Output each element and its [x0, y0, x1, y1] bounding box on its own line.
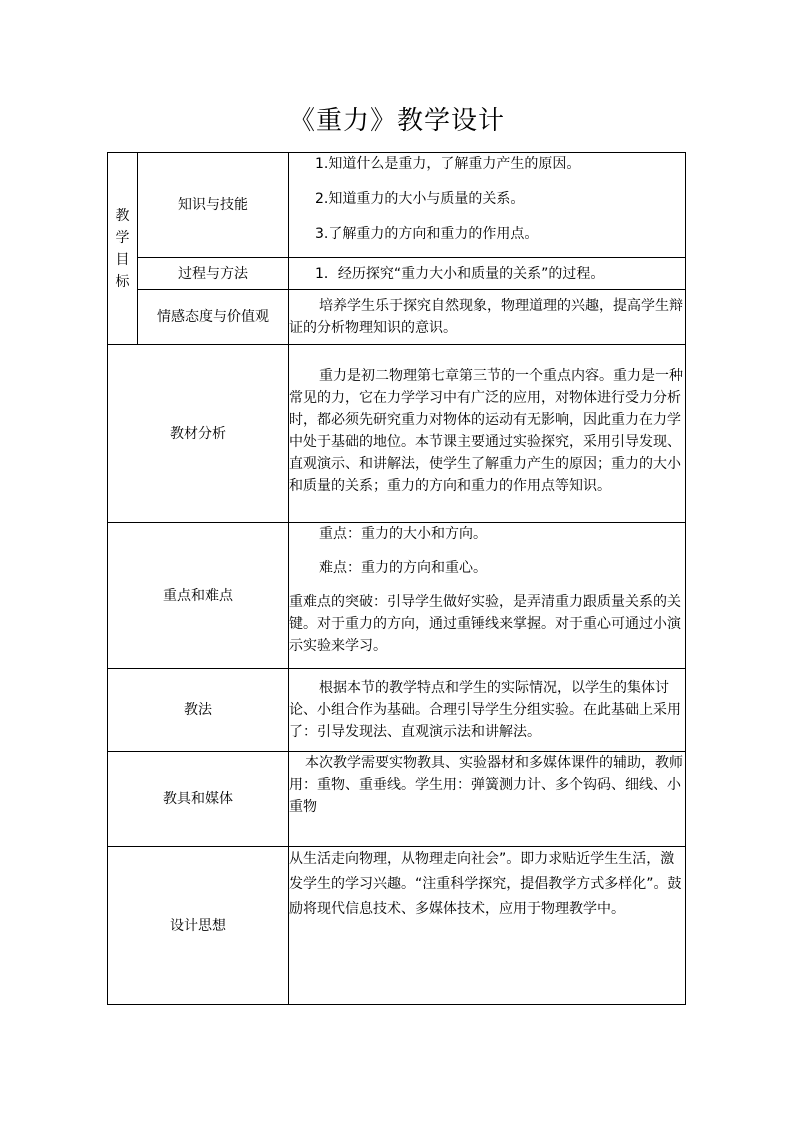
analysis-content [289, 345, 686, 523]
idea-label: 设计思想 [108, 847, 289, 1005]
tools-label: 教具和媒体 [108, 752, 289, 847]
idea-text: 从生活走向物理，从物理走向社会”。即力求贴近学生生活，激发学生的学习兴趣。“注重科学探究，提倡教学方式多样化”。鼓励将现代信息技术、多媒体技术，应用于物理教学中。 [289, 851, 682, 917]
knowledge-item: 3.了解重力的方向和重力的作用点。 [315, 226, 539, 242]
tools-text: 本次教学需要实物教具、实验器材和多媒体课件的辅助，教师用：重物、重垂线。学生用：弹簧测力计、多个钩码、细线、小重物 [289, 755, 683, 815]
attitude-text: 培养学生乐于探究自然现象，物理道理的兴趣，提高学生辩证的分析物理知识的意识。 [289, 298, 683, 336]
key-points-content [289, 523, 686, 669]
lesson-plan-table [107, 152, 686, 1005]
method-content [289, 669, 686, 752]
process-text: 1．经历探究“重力大小和质量的关系”的过程。 [315, 265, 605, 282]
table-row [108, 523, 686, 669]
table-row [108, 847, 686, 1005]
knowledge-item: 1.知道什么是重力，了解重力产生的原因。 [315, 156, 581, 172]
table-row [108, 345, 686, 523]
analysis-text: 重力是初二物理第七章第三节的一个重点内容。重力是一种常见的力，它在力学学习中有广泛的应用，对物体进行受力分析时，都必须先研究重力对物体的运动有无影响，因此重力在力学中处于基础的地位。本节课主要通过实验探究，采用引导发现、直观演示、和讲解法，使学生了解重力产生的原因；重力的大小和质量的关系；重力的方向和重力的作用点等知识。 [289, 367, 683, 494]
table-row [108, 258, 686, 290]
analysis-label: 教材分析 [108, 345, 289, 523]
tools-content [289, 752, 686, 847]
group-char: 目 [115, 251, 130, 268]
table-row [108, 153, 686, 258]
idea-content [289, 847, 686, 1005]
attitude-content [289, 290, 686, 345]
method-label: 教法 [108, 669, 289, 752]
group-char: 教 [115, 207, 130, 224]
knowledge-content [289, 153, 686, 258]
table-row [108, 752, 686, 847]
breakthrough-text: 重难点的突破：引导学生做好实验，是弄清重力跟质量关系的关键。对于重力的方向，通过重锤线来掌握。对于重心可通过小演示实验来学习。 [289, 594, 681, 654]
group-char: 标 [115, 273, 130, 290]
document-title: 《重力》教学设计 [288, 106, 505, 136]
process-content [289, 258, 686, 290]
knowledge-item: 2.知道重力的大小与质量的关系。 [315, 191, 525, 207]
table-row [108, 290, 686, 345]
key-point-text: 重点：重力的大小和方向。 [319, 526, 487, 542]
attitude-label: 情感态度与价值观 [138, 290, 289, 345]
knowledge-label: 知识与技能 [138, 153, 289, 258]
table-row [108, 669, 686, 752]
group-char: 学 [115, 229, 130, 246]
method-text: 根据本节的教学特点和学生的实际情况，以学生的集体讨论、小组合作为基础。合理引导学生分组实验。在此基础上采用了：引导发现法、直观演示法和讲解法。 [289, 680, 681, 740]
process-label: 过程与方法 [138, 258, 289, 290]
key-points-label: 重点和难点 [108, 523, 289, 669]
difficult-point-text: 难点：重力的方向和重心。 [319, 560, 487, 576]
objectives-group-label [108, 153, 138, 345]
